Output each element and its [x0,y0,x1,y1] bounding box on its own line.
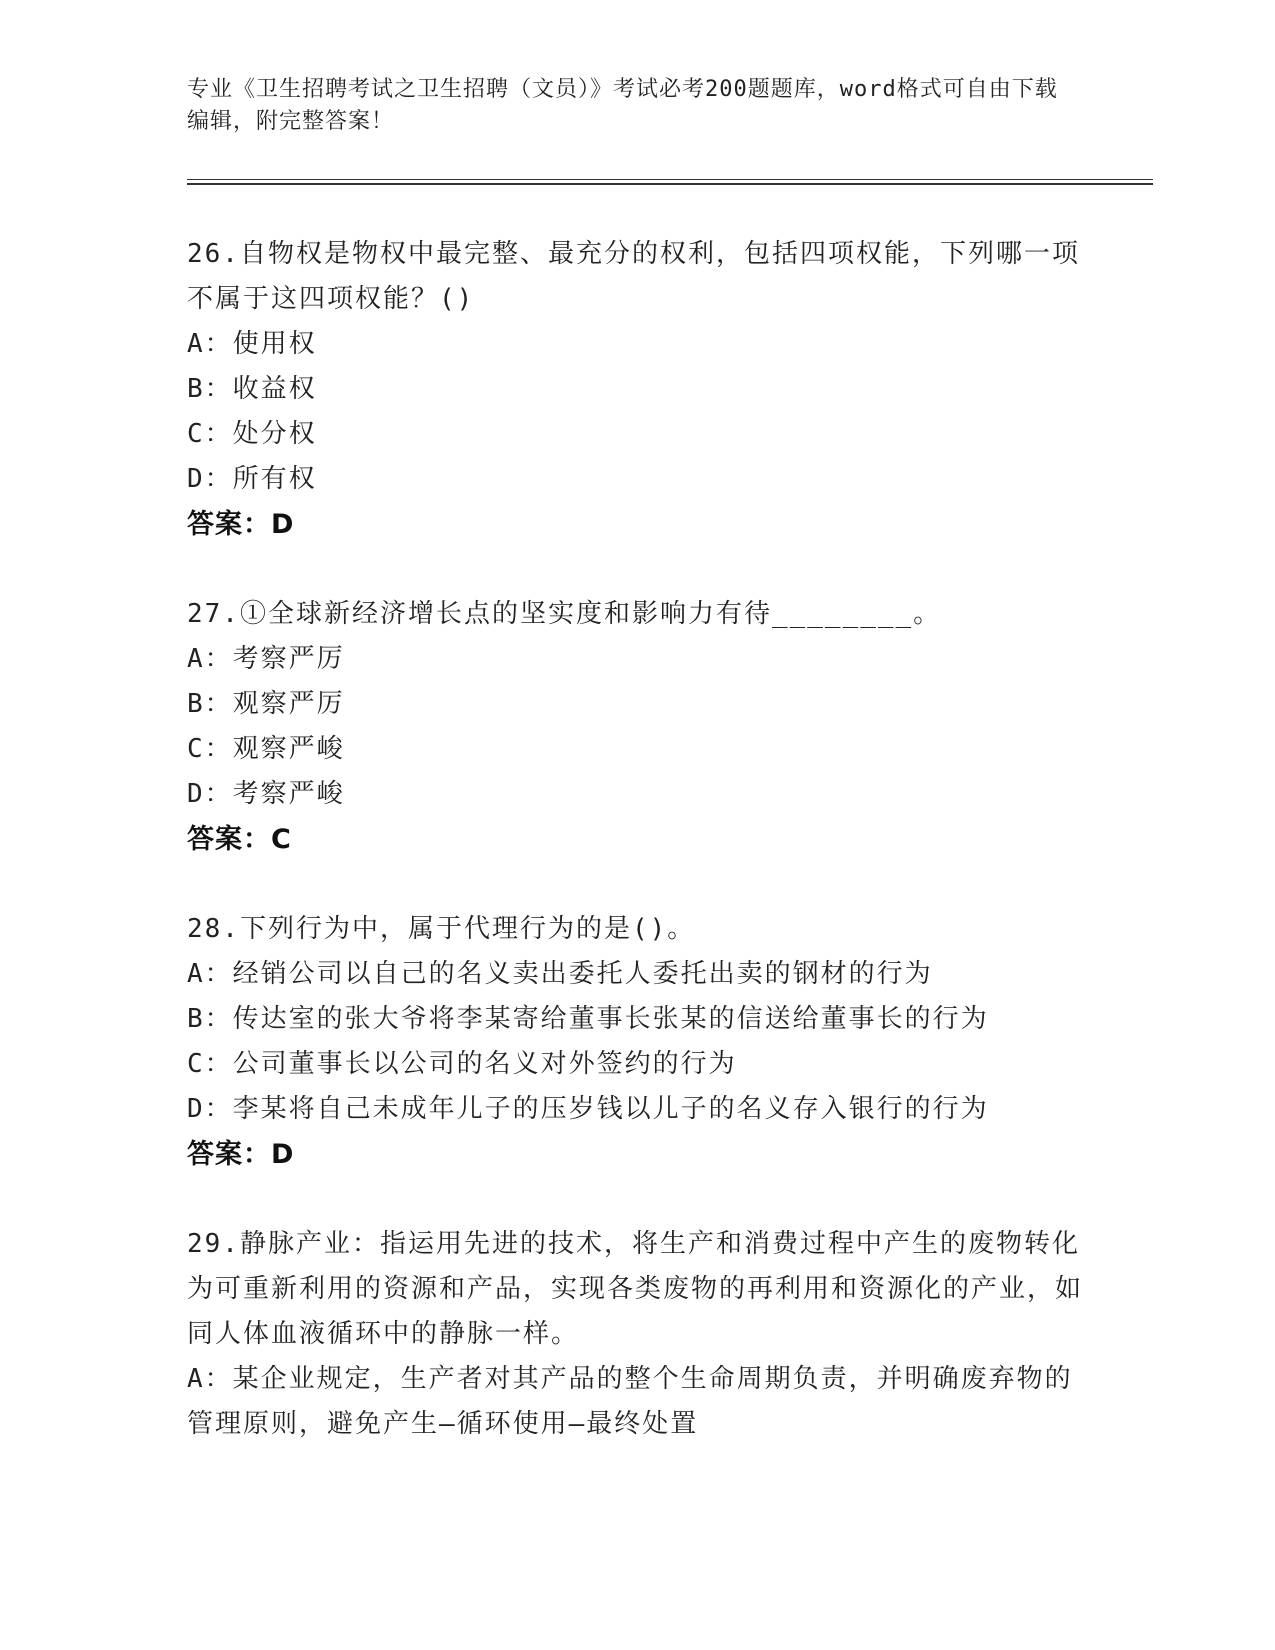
question-text: 29.静脉产业：指运用先进的技术，将生产和消费过程中产生的废物转化为可重新利用的资源和产品，实现各类废物的再利用和资源化的产业，如同人体血液循环中的静脉一样。 [187,1229,1084,1349]
option-d: D：考察严峻 [187,779,345,809]
option-b: B：观察严厉 [187,689,345,719]
option-d: D：李某将自己未成年儿子的压岁钱以儿子的名义存入银行的行为 [187,1094,989,1124]
answer: 答案：C [187,824,292,855]
header-divider-bottom [187,183,1153,185]
question-text: 26.自物权是物权中最完整、最充分的权利，包括四项权能，下列哪一项不属于这四项权能？() [187,239,1080,314]
option-d: D：所有权 [187,464,317,494]
question-list [187,232,1087,1447]
option-c: C：公司董事长以公司的名义对外签约的行为 [187,1049,737,1079]
question-gap [187,862,1087,907]
option-c: C：处分权 [187,419,317,449]
option-c: C：观察严峻 [187,734,345,764]
question-26 [187,232,1087,547]
question-28 [187,907,1087,1177]
option-b: B：收益权 [187,374,317,404]
document-header: 专业《卫生招聘考试之卫生招聘（文员）》考试必考200题题库，word格式可自由下载编辑，附完整答案！ [187,77,1058,134]
option-a: A：经销公司以自己的名义卖出委托人委托出卖的钢材的行为 [187,959,933,989]
question-gap [187,1177,1087,1222]
question-text: 27.①全球新经济增长点的坚实度和影响力有待________。 [187,599,942,629]
option-a: A：某企业规定，生产者对其产品的整个生命周期负责，并明确废弃物的管理原则，避免产生—循环使用—最终处置 [187,1364,1073,1439]
answer: 答案：D [187,1139,295,1170]
header-divider-top [187,179,1153,180]
option-a: A：使用权 [187,329,317,359]
option-b: B：传达室的张大爷将李某寄给董事长张某的信送给董事长的行为 [187,1004,989,1034]
question-27 [187,592,1087,862]
option-a: A：考察严厉 [187,644,345,674]
question-text: 28.下列行为中，属于代理行为的是()。 [187,914,696,944]
answer: 答案：D [187,509,295,540]
question-29 [187,1222,1087,1447]
question-gap [187,547,1087,592]
